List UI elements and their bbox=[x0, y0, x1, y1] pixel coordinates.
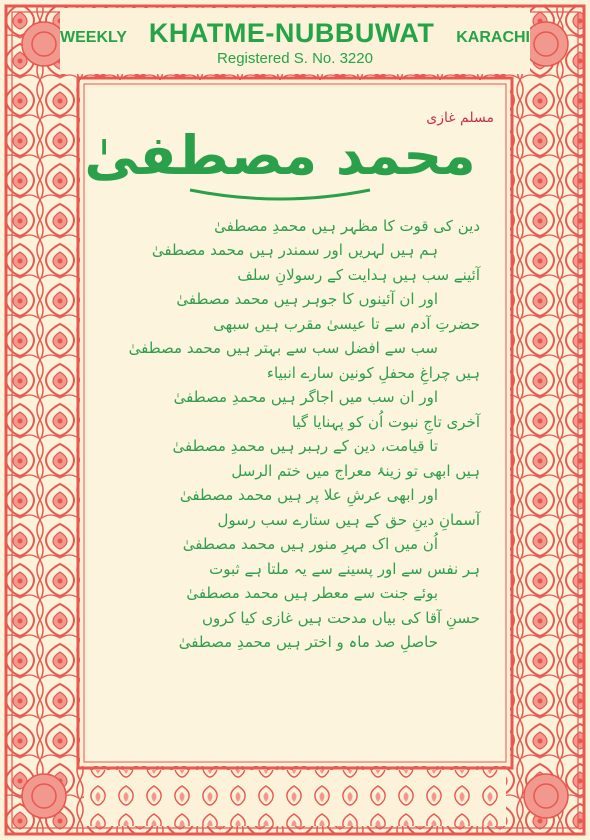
poem-verses bbox=[100, 214, 490, 655]
verse-line: بوئے جنت سے معطر ہیں محمد مصطفیٰ bbox=[186, 584, 438, 603]
verse-line: اور ان سب میں اجاگر ہیں محمدِ مصطفیٰ bbox=[173, 388, 438, 407]
verse-line: آئینے سب ہیں ہدایت کے رسولانِ سلف bbox=[237, 265, 480, 284]
verse-line: حضرتِ آدم سے تا عیسیٰ مقرب ہیں سبھی bbox=[213, 314, 480, 333]
verse-line: حسنِ آقا کی بیاں مدحت ہیں غازی کیا کروں bbox=[201, 608, 480, 627]
masthead-frequency: WEEKLY bbox=[60, 29, 127, 46]
masthead-city: KARACHI bbox=[456, 29, 530, 46]
verse-line: سب سے افضل سب سے بہتر ہیں محمد مصطفیٰ bbox=[128, 339, 438, 358]
verse-line: دین کی قوت کا مظہر ہیں محمدِ مصطفیٰ bbox=[214, 216, 480, 235]
verse-line: تا قیامت، دین کے رہبر ہیں محمدِ مصطفیٰ bbox=[172, 437, 438, 456]
verse-line: ہیں چراغِ محفلِ کونین سارے انبیاء bbox=[266, 363, 480, 382]
verse-line: آخری تاجِ نبوت اُن کو پہنایا گیا bbox=[291, 412, 480, 431]
verse-line: اُن میں اک مہرِ منور ہیں محمد مصطفیٰ bbox=[182, 535, 438, 554]
magazine-title: KHATME-NUBBUWAT bbox=[148, 18, 435, 48]
poem-title: محمد مصطفیٰ bbox=[84, 124, 476, 187]
registration-number: Registered S. No. 3220 bbox=[217, 50, 373, 67]
poet-name: مسلم غازی bbox=[426, 110, 494, 126]
verse-line: اور ان آئینوں کا جوہر ہیں محمد مصطفیٰ bbox=[176, 290, 438, 309]
verse-line: ہم ہیں لہریں اور سمندر ہیں محمد مصطفیٰ bbox=[151, 241, 438, 260]
verse-line: اور ابھی عرشِ علا پر ہیں محمد مصطفیٰ bbox=[179, 486, 438, 505]
masthead bbox=[60, 8, 530, 74]
verse-line: حاصلِ صد ماہ و اختر ہیں محمدِ مصطفیٰ bbox=[178, 633, 438, 652]
verse-line: ہر نفس سے اور پسینے سے یہ ملتا ہے ثبوت bbox=[209, 559, 480, 578]
verse-line: آسمانِ دینِ حق کے ہیں ستارے سب رسول bbox=[217, 510, 480, 529]
verse-line: ہیں ابھی تو زینۂ معراج میں ختم الرسل bbox=[231, 461, 480, 480]
masthead-row bbox=[60, 18, 530, 48]
